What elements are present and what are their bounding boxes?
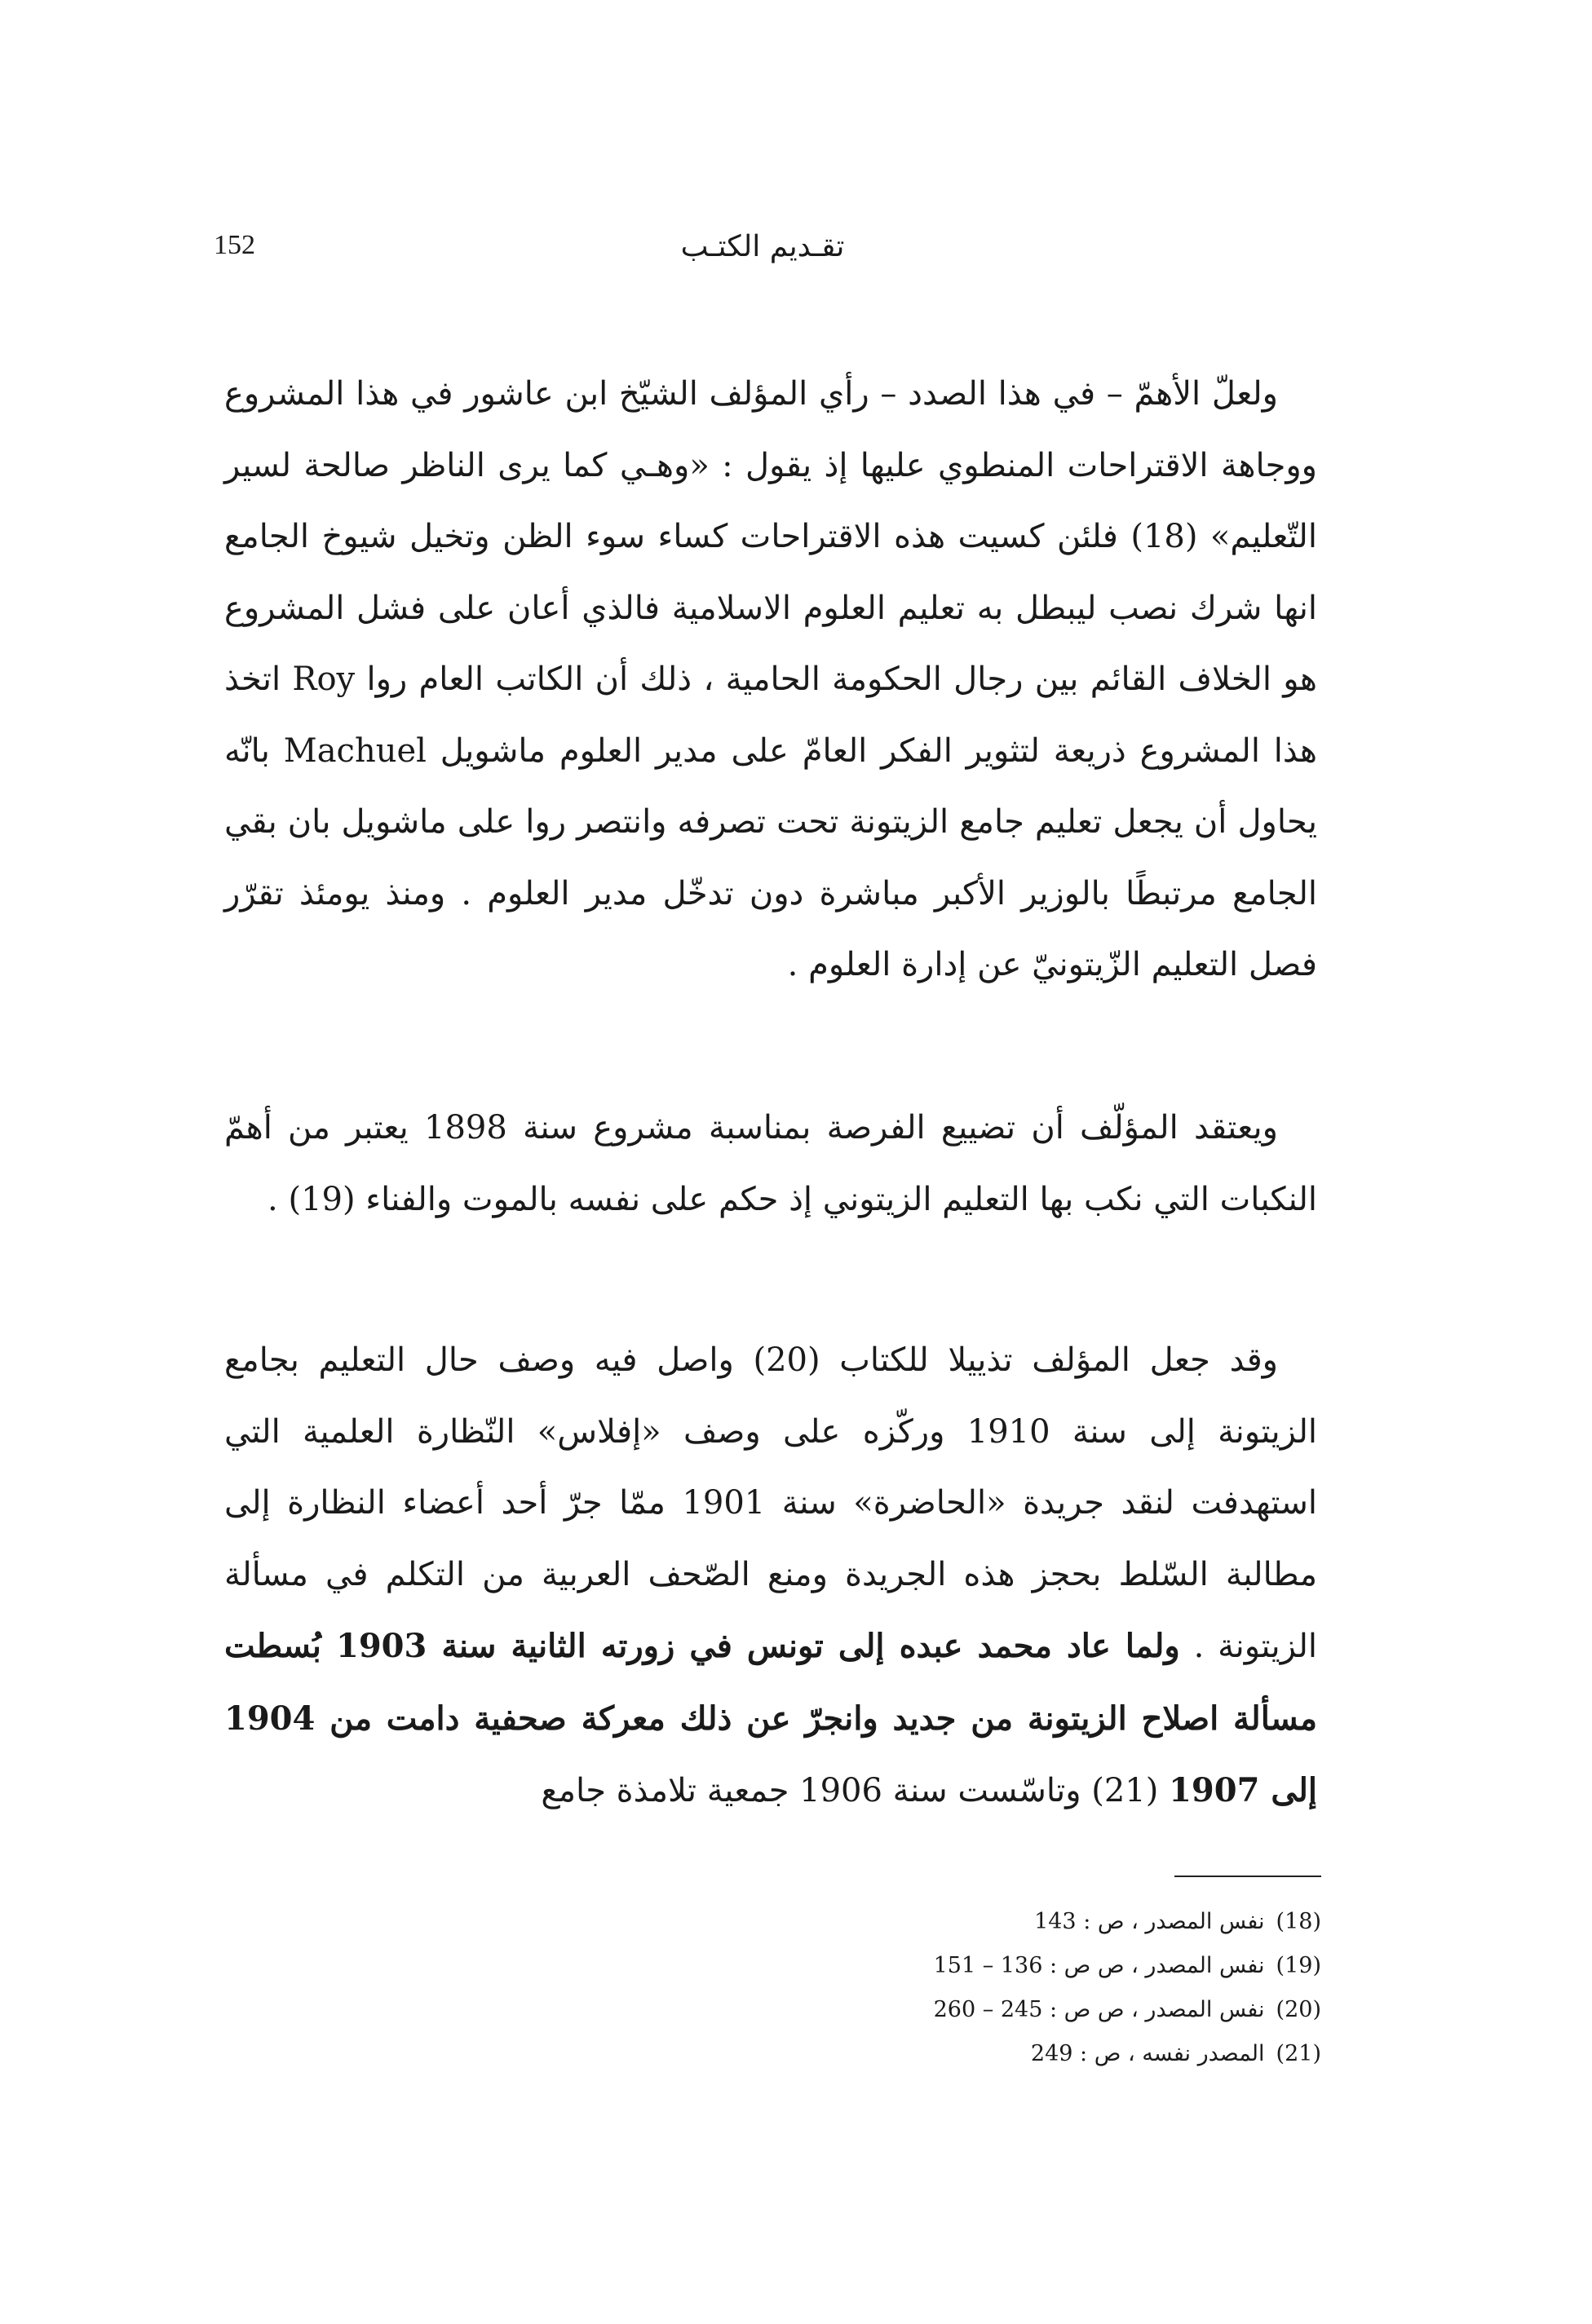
footnote-number: (19) — [1276, 1953, 1321, 1978]
footnote-text: المصدر نفسه ، ص : 249 — [1030, 2041, 1265, 2066]
footnote-separator — [1174, 1876, 1321, 1877]
footnote-text: نفس المصدر ، ص : 143 — [1034, 1909, 1265, 1934]
footnotes — [734, 1900, 1321, 2076]
paragraph-1 — [224, 359, 1317, 1001]
paragraph-regular-run: وقد جعل المؤلف تذييلا للكتاب (20) واصل فيه وصف حال التعليم بجامع الزيتونة إلى سنة 1910 وركّزه على وصف «إفلاس» النّظارة العلمية التي استهدفت لنقد جريدة «الحاضرة» سنة 1901 ممّا جرّ أحد أعضاء النظارة إلى مطالبة السّلط بحجز هذه الجريدة ومنع الصّحف العربية من التكلم في مسألة الزيتونة . — [224, 1341, 1318, 1665]
paragraph-text: ولعلّ الأهمّ – في هذا الصدد – رأي المؤلف الشيّخ ابن عاشور في هذا المشروع ووجاهة الاقتراحات المنطوي عليها إذ يقول : «وهـي كما يرى الناظر صالحة لسير التّعليم» (18) فلئن كسيت هذه الاقتراحات كساء سوء الظن وتخيل شيوخ الجامع انها شرك نصب ليبطل به تعليم العلوم الاسلامية فالذي أعان على فشل المشروع هو الخلاف القائم بين رجال الحكومة الحامية ، ذلك أن الكاتب العام روا Roy اتخذ هذا المشروع ذريعة لتثوير الفكر العامّ على مدير العلوم ماشويل Machuel بانّه يحاول أن يجعل تعليم جامع الزيتونة تحت تصرفه وانتصر روا على ماشويل بان بقي الجامع مرتبطًا بالوزير الأكبر مباشرة دون تدخّل مدير العلوم . ومنذ يومئذ تقرّر فصل التعليم الزّيتونيّ عن إدارة العلوم . — [224, 375, 1317, 983]
footnote-18 — [734, 1900, 1321, 1944]
paragraph-bold-run: ولما عاد محمد عبده إلى تونس في زورته الثانية سنة 1903 بُسطت مسألة اصلاح الزيتونة من جديد وانجرّ عن ذلك معركة صحفية دامت من 1904 إلى 1907 — [224, 1627, 1317, 1809]
page-number: 152 — [214, 230, 255, 260]
footnote-20 — [734, 1988, 1321, 2032]
paragraph-2 — [224, 1093, 1317, 1235]
paragraph-tail-run: (21) وتاسّست سنة 1906 جمعية تلامذة جامع — [541, 1772, 1159, 1809]
footnote-number: (20) — [1276, 1997, 1321, 2022]
running-header: تقـديم الكتـب — [680, 230, 845, 263]
paragraph-3 — [224, 1325, 1317, 1827]
footnote-text: نفس المصدر ، ص ص : 245 – 260 — [933, 1997, 1265, 2022]
footnote-19 — [734, 1944, 1321, 1988]
paragraph-text — [224, 1325, 1317, 1827]
footnote-21 — [734, 2032, 1321, 2076]
footnote-number: (18) — [1276, 1909, 1321, 1934]
footnote-text: نفس المصدر ، ص ص : 136 – 151 — [933, 1953, 1265, 1978]
footnote-number: (21) — [1276, 2041, 1321, 2066]
paragraph-text: ويعتقد المؤلّف أن تضييع الفرصة بمناسبة مشروع سنة 1898 يعتبر من أهمّ النكبات التي نكب بها التعليم الزيتوني إذ حكم على نفسه بالموت والفناء (19) . — [224, 1109, 1317, 1218]
